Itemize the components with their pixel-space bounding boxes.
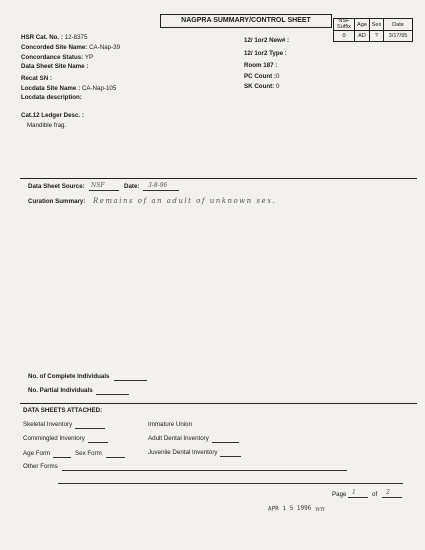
- curation-summary-label: Curation Summary:: [28, 198, 86, 205]
- age-form-line: [53, 457, 71, 458]
- sex-form-line: [106, 457, 125, 458]
- complete-individuals-line: [114, 380, 147, 381]
- other-forms-line-2: [58, 483, 403, 484]
- concordance-status-field: [21, 54, 93, 61]
- hsr-cat-value: 12-8375: [64, 34, 88, 41]
- juvenile-dental-inventory-line: [220, 456, 241, 457]
- ledger-desc-value: Mandible frag.: [27, 122, 67, 129]
- sk-count-field: [244, 83, 279, 90]
- header-cell-sex: Sex: [370, 19, 384, 31]
- juvenile-dental-inventory-label: Juvenile Dental Inventory: [148, 449, 218, 456]
- pc-count-label: PC Count :: [244, 73, 276, 80]
- hsr-cat-label: HSR Cat. No. :: [21, 34, 63, 41]
- other-forms-label: Other Forms: [23, 463, 58, 470]
- datasheet-site-label: Data Sheet Site Name :: [21, 63, 89, 70]
- page-total-line: [382, 497, 402, 498]
- datasheet-date-value: 3-8-96: [148, 182, 168, 189]
- stamp-initials: WR: [315, 507, 325, 513]
- value-cell-sex: ?: [370, 31, 384, 42]
- other-forms-line: [62, 470, 347, 471]
- page-number-value: 1: [352, 489, 356, 496]
- skeletal-inventory-line: [75, 428, 105, 429]
- adult-dental-inventory-line: [212, 442, 239, 443]
- ledger-desc-label: Cat.12 Ledger Desc. :: [21, 112, 84, 119]
- section-divider-top: [20, 178, 417, 179]
- immature-union-label: Immature Union: [148, 421, 193, 428]
- header-cell-date: Date: [384, 19, 413, 31]
- skeletal-inventory-label: Skeletal Inventory: [23, 421, 73, 428]
- page-of-label: of: [372, 491, 378, 498]
- commingled-inventory-line: [88, 442, 108, 443]
- header-table-value-row: [334, 31, 413, 42]
- partial-individuals-line: [96, 394, 129, 395]
- concordance-status-value: YP: [84, 54, 94, 61]
- concorded-site-label: Concorded Site Name:: [21, 44, 88, 51]
- hsr-cat-field: [21, 34, 87, 41]
- pc-count-value: 0: [275, 73, 280, 80]
- sheet-title: NAGPRA SUMMARY/CONTROL SHEET: [160, 14, 332, 28]
- received-date-stamp: APR 1 5 1996: [267, 504, 312, 513]
- locdata-site-value: CA-Nap-105: [81, 85, 117, 92]
- new-number-label: 12/ 1or2 New# :: [244, 37, 290, 44]
- datasheet-source-value: NSF: [91, 182, 105, 189]
- locdata-site-field: [21, 85, 116, 92]
- header-table: [333, 18, 413, 42]
- partial-individuals-label: No. Partial Individuals: [28, 387, 93, 394]
- pc-count-field: [244, 73, 279, 80]
- sex-form-label: Sex Form: [75, 450, 102, 457]
- concordance-status-label: Concordance Status:: [21, 54, 84, 61]
- type-label: 12/ 1or2 Type :: [244, 50, 287, 57]
- complete-individuals-label: No. of Complete Individuals: [28, 373, 110, 380]
- commingled-inventory-label: Commingled Inventory: [23, 435, 85, 442]
- header-table-head-row: [334, 19, 413, 31]
- recat-sn-label: Recat SN :: [21, 75, 52, 82]
- section-divider-bottom: [20, 403, 417, 404]
- sk-count-label: SK Count:: [244, 83, 275, 90]
- page-number-line: [348, 497, 368, 498]
- datasheet-date-underline: [143, 190, 179, 191]
- concorded-site-value: CA-Nap-39: [89, 44, 121, 51]
- value-cell-date: 3/17/95: [384, 31, 413, 42]
- locdata-site-label: Locdata Site Name :: [21, 85, 81, 92]
- datasheet-date-label: Date:: [124, 183, 140, 190]
- page-total-value: 2: [386, 489, 390, 496]
- sk-count-value: 0: [275, 83, 280, 90]
- page-label: Page: [332, 491, 347, 498]
- locdata-description-label: Locdata description:: [21, 94, 82, 101]
- datasheet-source-underline: [89, 190, 119, 191]
- datasheet-source-label: Data Sheet Source:: [28, 183, 85, 190]
- room-label: Room 187 :: [244, 62, 278, 69]
- adult-dental-inventory-label: Adult Dental Inventory: [148, 435, 209, 442]
- age-form-label: Age Form: [23, 450, 51, 457]
- attached-heading: DATA SHEETS ATTACHED:: [23, 407, 103, 414]
- concorded-site-field: [21, 44, 120, 51]
- header-cell-age: Age: [355, 19, 370, 31]
- header-cell-nsf-suffix: NSF Suffix: [334, 19, 355, 31]
- curation-summary-value: Remains of an adult of unknown sex.: [93, 197, 277, 205]
- value-cell-age: AD: [355, 31, 370, 42]
- value-cell-nsf-suffix: 0: [334, 31, 355, 42]
